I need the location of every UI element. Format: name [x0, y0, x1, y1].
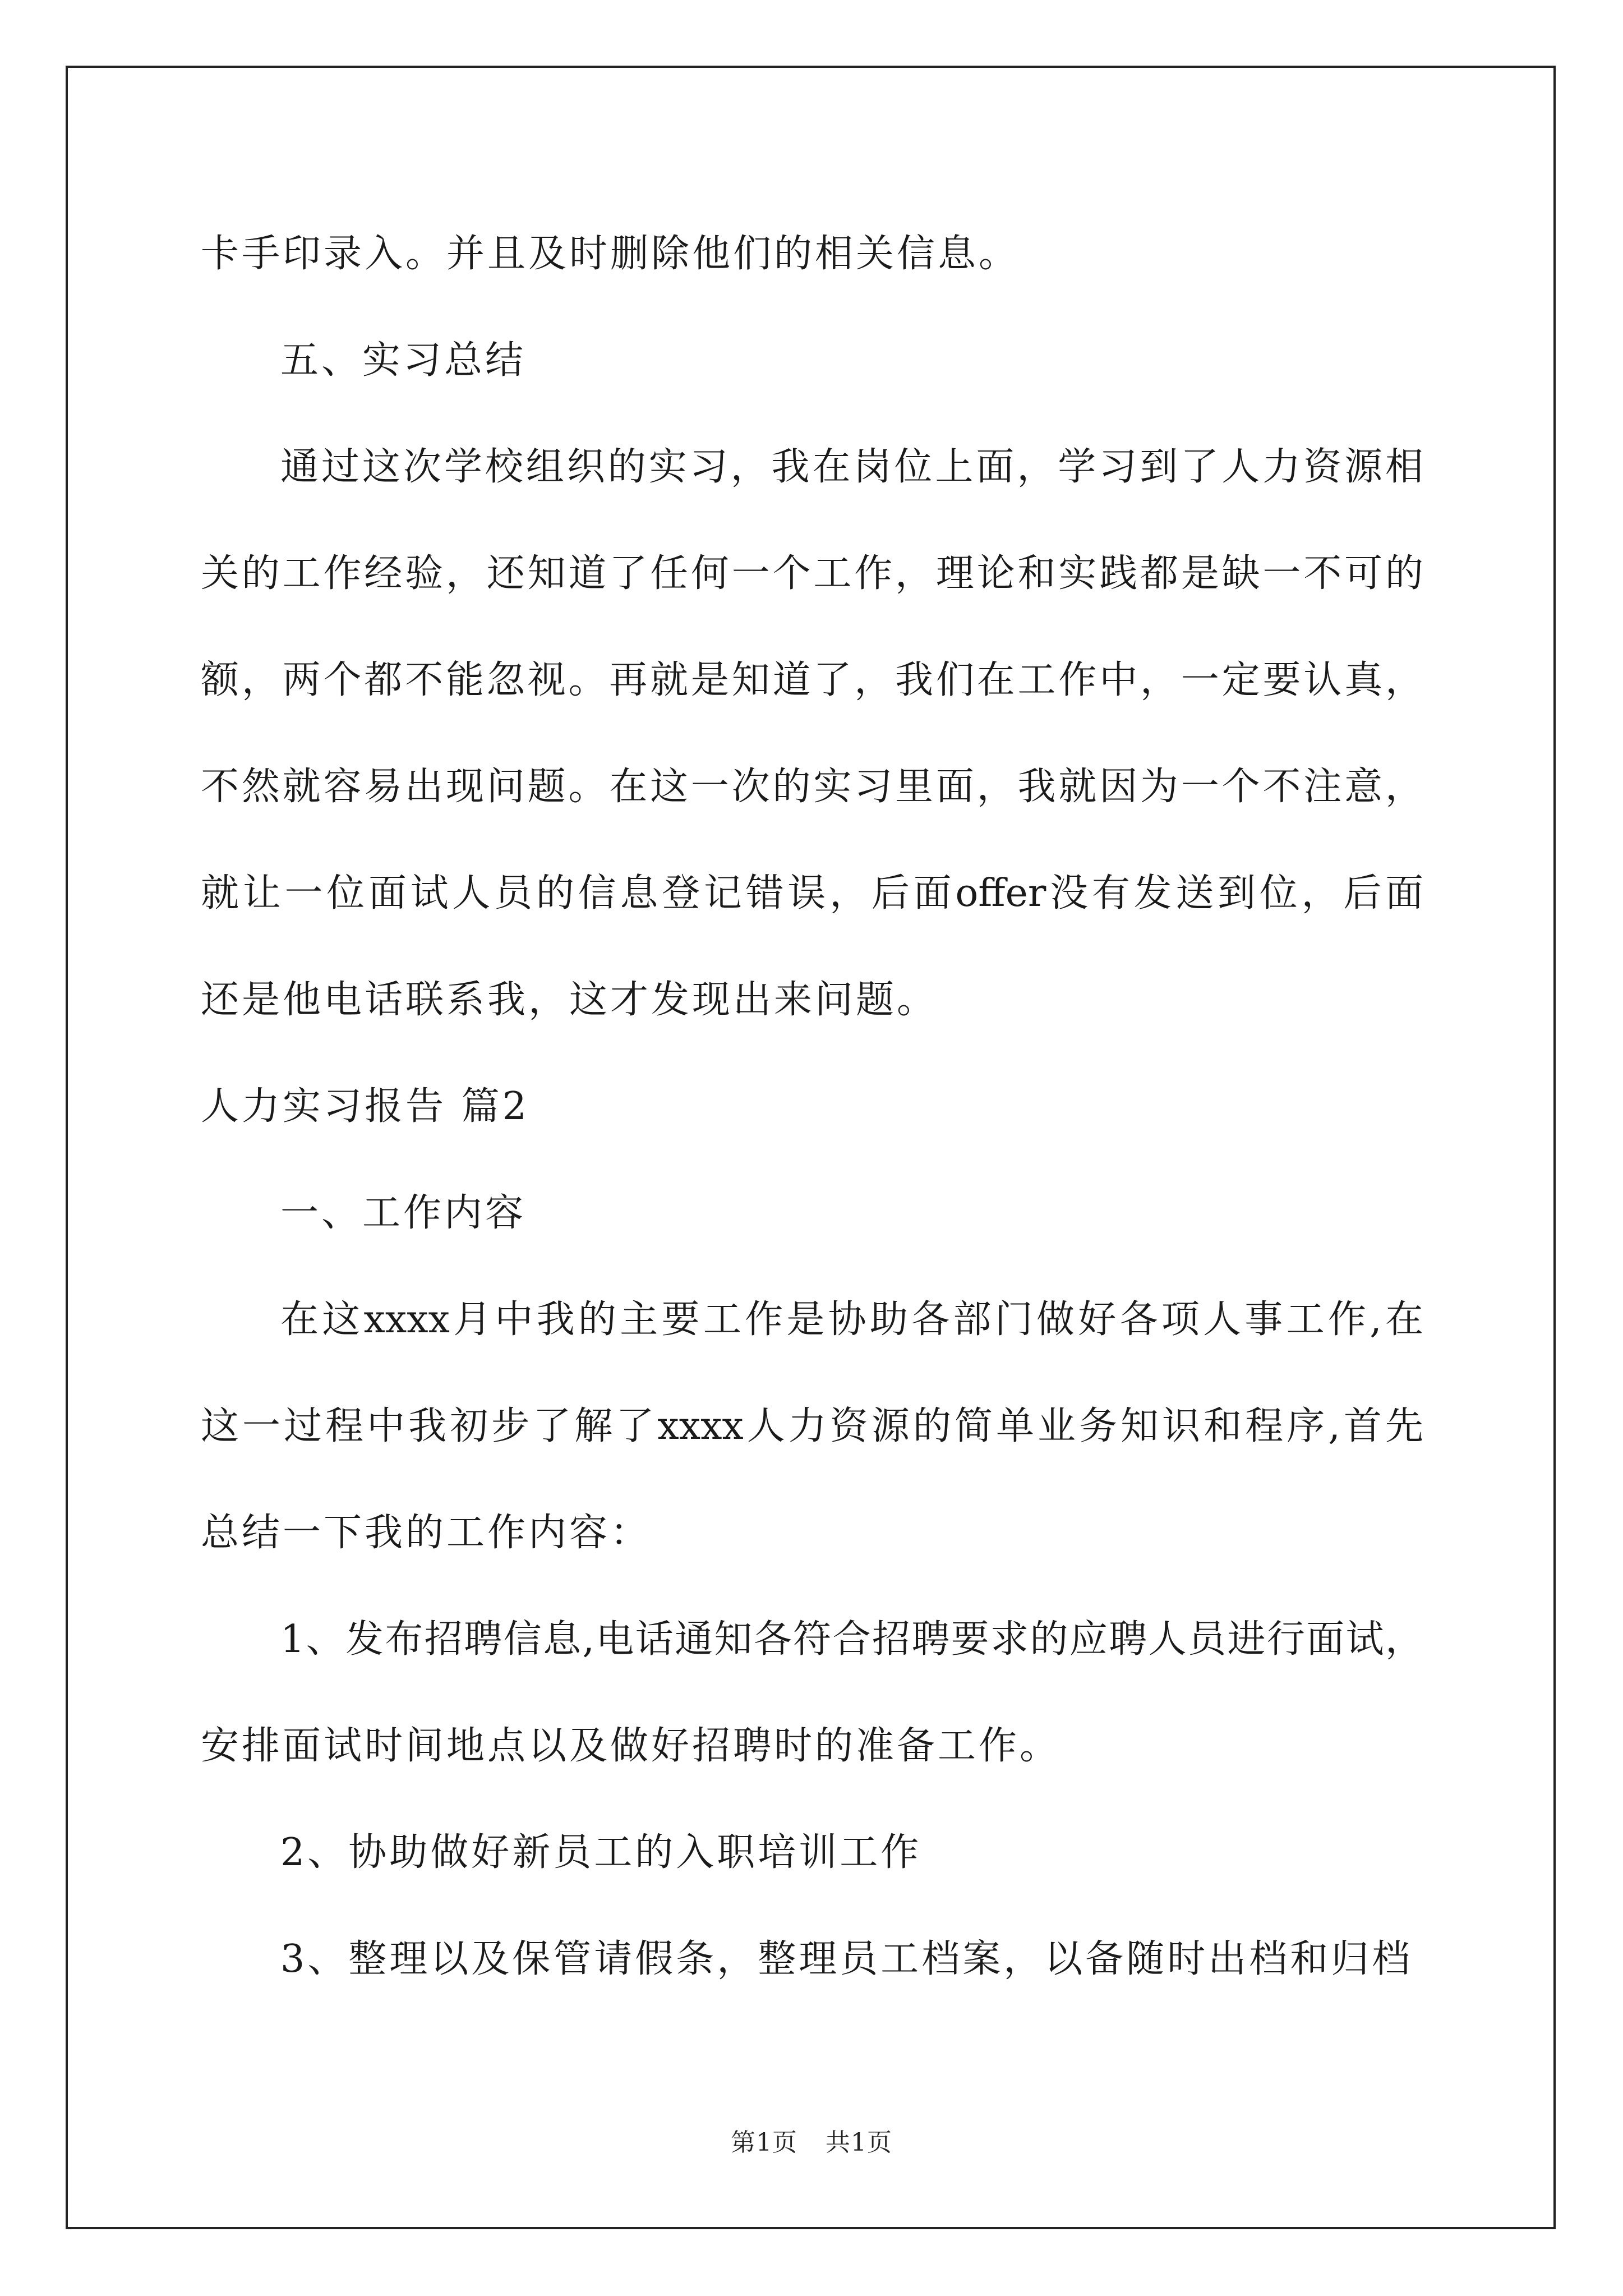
section-heading-work: 一、工作内容: [280, 1191, 527, 1235]
paragraph-line: 额，两个都不能忽视。再就是知道了，我们在工作中，一定要认真，: [201, 658, 1423, 702]
page-border: [66, 66, 1556, 2229]
section-heading-summary: 五、实习总结: [280, 338, 527, 383]
page-number-current: 第1页: [731, 2128, 797, 2157]
page-footer: [0, 2126, 1623, 2160]
paragraph-line: 在这xxxx月中我的主要工作是协助各部门做好各项人事工作,在: [280, 1297, 1423, 1342]
paragraph-line: 总结一下我的工作内容：: [201, 1511, 652, 1555]
paragraph-line: 通过这次学校组织的实习，我在岗位上面，学习到了人力资源相: [280, 445, 1423, 489]
paragraph-line: 还是他电话联系我，这才发现出来问题。: [201, 978, 938, 1022]
page-number-total: 共1页: [826, 2128, 892, 2157]
paragraph-line: 不然就容易出现问题。在这一次的实习里面，我就因为一个不注意，: [201, 765, 1423, 809]
paragraph-line: 关的工作经验，还知道了任何一个工作，理论和实践都是缺一不可的: [201, 551, 1423, 596]
list-item-continuation: 安排面试时间地点以及做好招聘时的准备工作。: [201, 1724, 1061, 1768]
report-title: 人力实习报告 篇2: [201, 1084, 529, 1129]
paragraph-line: 就让一位面试人员的信息登记错误，后面offer没有发送到位，后面: [201, 871, 1424, 915]
list-item: 1、发布招聘信息,电话通知各符合招聘要求的应聘人员进行面试，: [280, 1617, 1423, 1662]
paragraph-line: 这一过程中我初步了解了xxxx人力资源的简单业务知识和程序,首先: [201, 1404, 1423, 1448]
list-item: 3、整理以及保管请假条，整理员工档案，以备随时出档和归档: [280, 1937, 1413, 1981]
paragraph-line: 卡手印录入。并且及时删除他们的相关信息。: [201, 232, 1020, 276]
list-item: 2、协助做好新员工的入职培训工作: [280, 1830, 922, 1875]
